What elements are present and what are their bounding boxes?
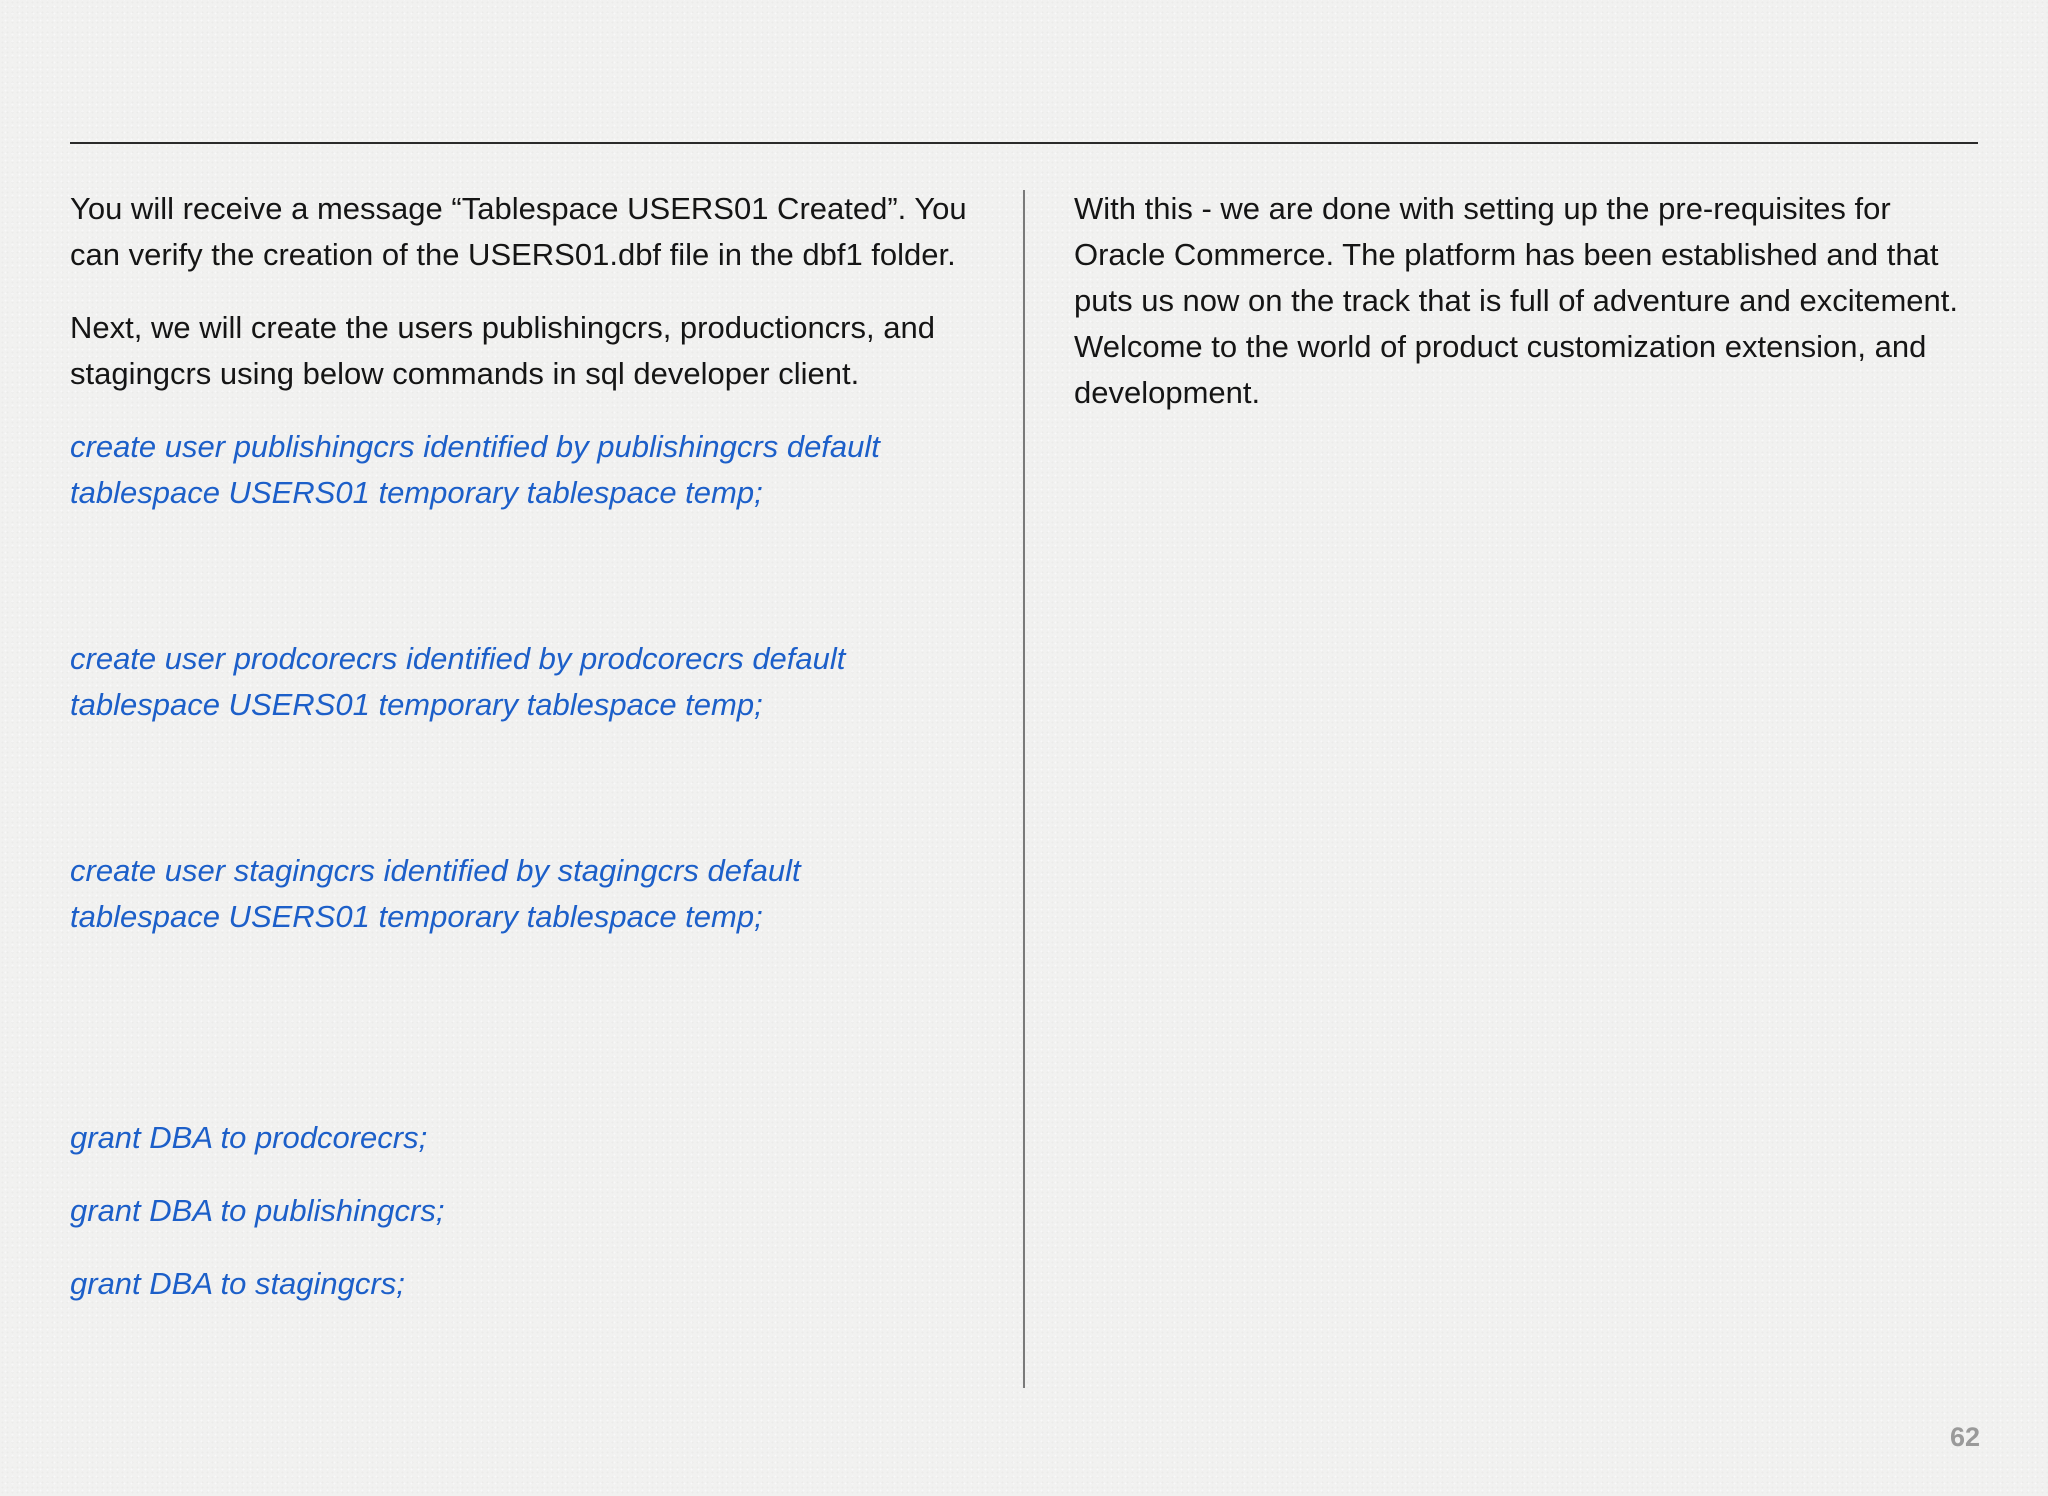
create-user-prodcore-command: [70, 636, 990, 728]
conclusion-paragraph: With this - we are done with setting up the pre-requisites for Oracle Commerce. The platform has been established and that puts us now on the track that is full of adventure and excitement. Welcome to the world of product customization extension, and development.: [1074, 191, 1958, 410]
page-number: 62: [1949, 1422, 1980, 1452]
intro-paragraph: You will receive a message “Tablespace USERS01 Created”. You can verify the creation of the USERS01.dbf file in the dbf1 folder.: [70, 191, 967, 272]
code-line: create user prodcorecrs identified by prodcorecrs default: [70, 641, 846, 676]
grant-prodcore-command: grant DBA to prodcorecrs;: [70, 1120, 428, 1155]
right-column: [1074, 186, 1984, 416]
code-line: create user stagingcrs identified by stagingcrs default: [70, 853, 801, 888]
column-divider: [1023, 190, 1025, 1388]
code-line: tablespace USERS01 temporary tablespace temp;: [70, 899, 763, 934]
grant-publishing-command: grant DBA to publishingcrs;: [70, 1193, 445, 1228]
create-user-publishing-command: [70, 424, 990, 516]
next-step-paragraph: Next, we will create the users publishingcrs, productioncrs, and stagingcrs using below commands in sql developer client.: [70, 310, 935, 391]
code-line: tablespace USERS01 temporary tablespace temp;: [70, 687, 763, 722]
grant-staging-command: grant DBA to stagingcrs;: [70, 1266, 405, 1301]
header-rule: [70, 142, 1978, 144]
code-line: create user publishingcrs identified by publishingcrs default: [70, 429, 880, 464]
create-user-staging-command: [70, 848, 990, 940]
left-column: [70, 186, 990, 1307]
code-line: tablespace USERS01 temporary tablespace temp;: [70, 475, 763, 510]
